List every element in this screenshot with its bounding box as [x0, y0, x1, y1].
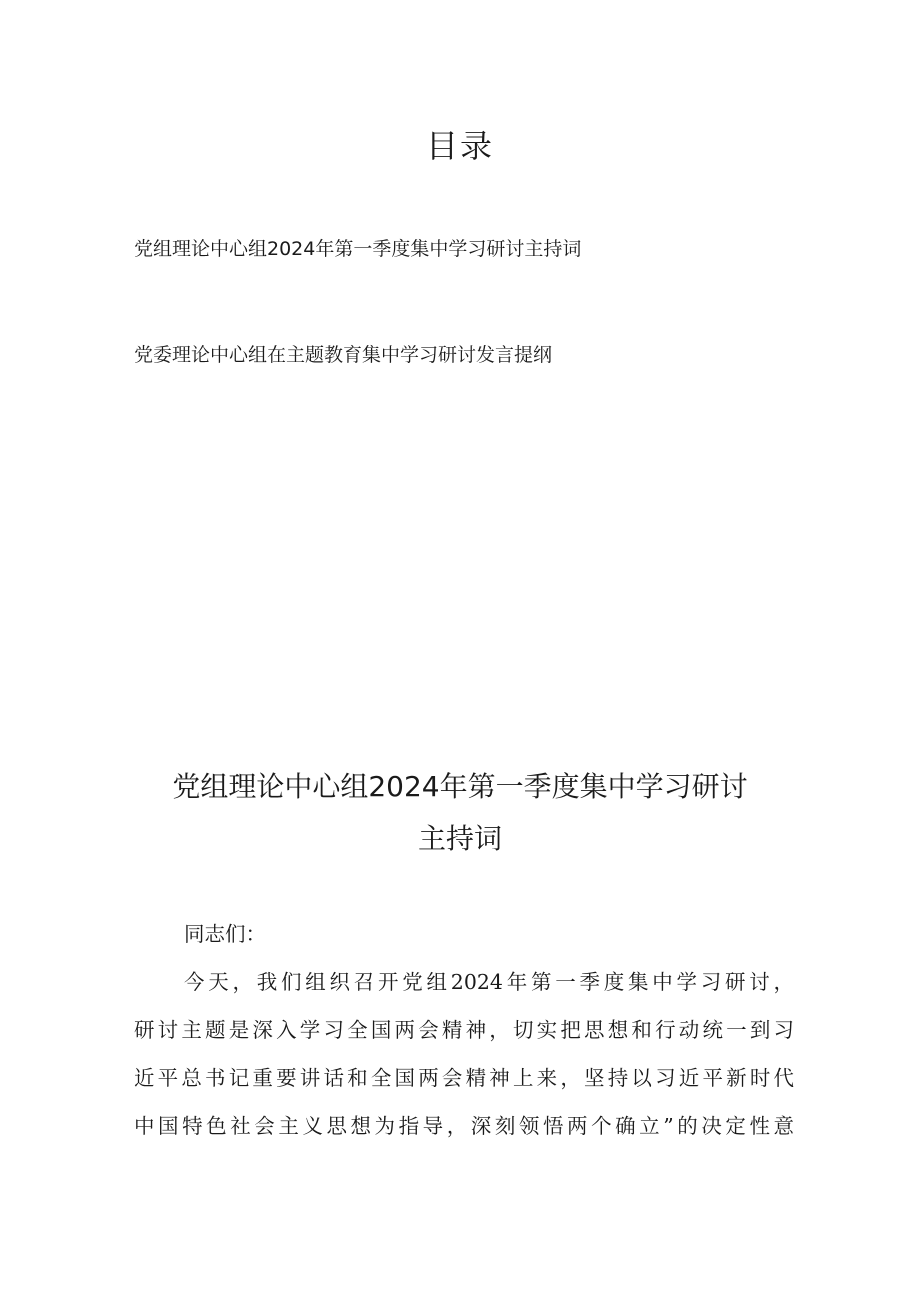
toc-title: 目录: [425, 127, 494, 165]
paragraph-line: 中国特色社会主义思想为指导，深刻领悟两个确立”的决定性意: [134, 1114, 794, 1138]
toc-entry[interactable]: 党组理论中心组2024年第一季度集中学习研讨主持词: [134, 238, 582, 260]
document-body: [134, 910, 794, 1150]
salutation: 同志们：: [184, 922, 266, 946]
document-title: 党组理论中心组2024年第一季度集中学习研讨: [172, 770, 748, 803]
document-title-line2: 主持词: [417, 822, 502, 855]
paragraph-line: 研讨主题是深入学习全国两会精神，切实把思想和行动统一到习: [134, 1018, 794, 1042]
paragraph-line: 今天，我们组织召开党组2024年第一季度集中学习研讨，: [184, 970, 794, 994]
paragraph-line: 近平总书记重要讲话和全国两会精神上来，坚持以习近平新时代: [134, 1066, 794, 1090]
toc-entry[interactable]: 党委理论中心组在主题教育集中学习研讨发言提纲: [134, 344, 553, 366]
